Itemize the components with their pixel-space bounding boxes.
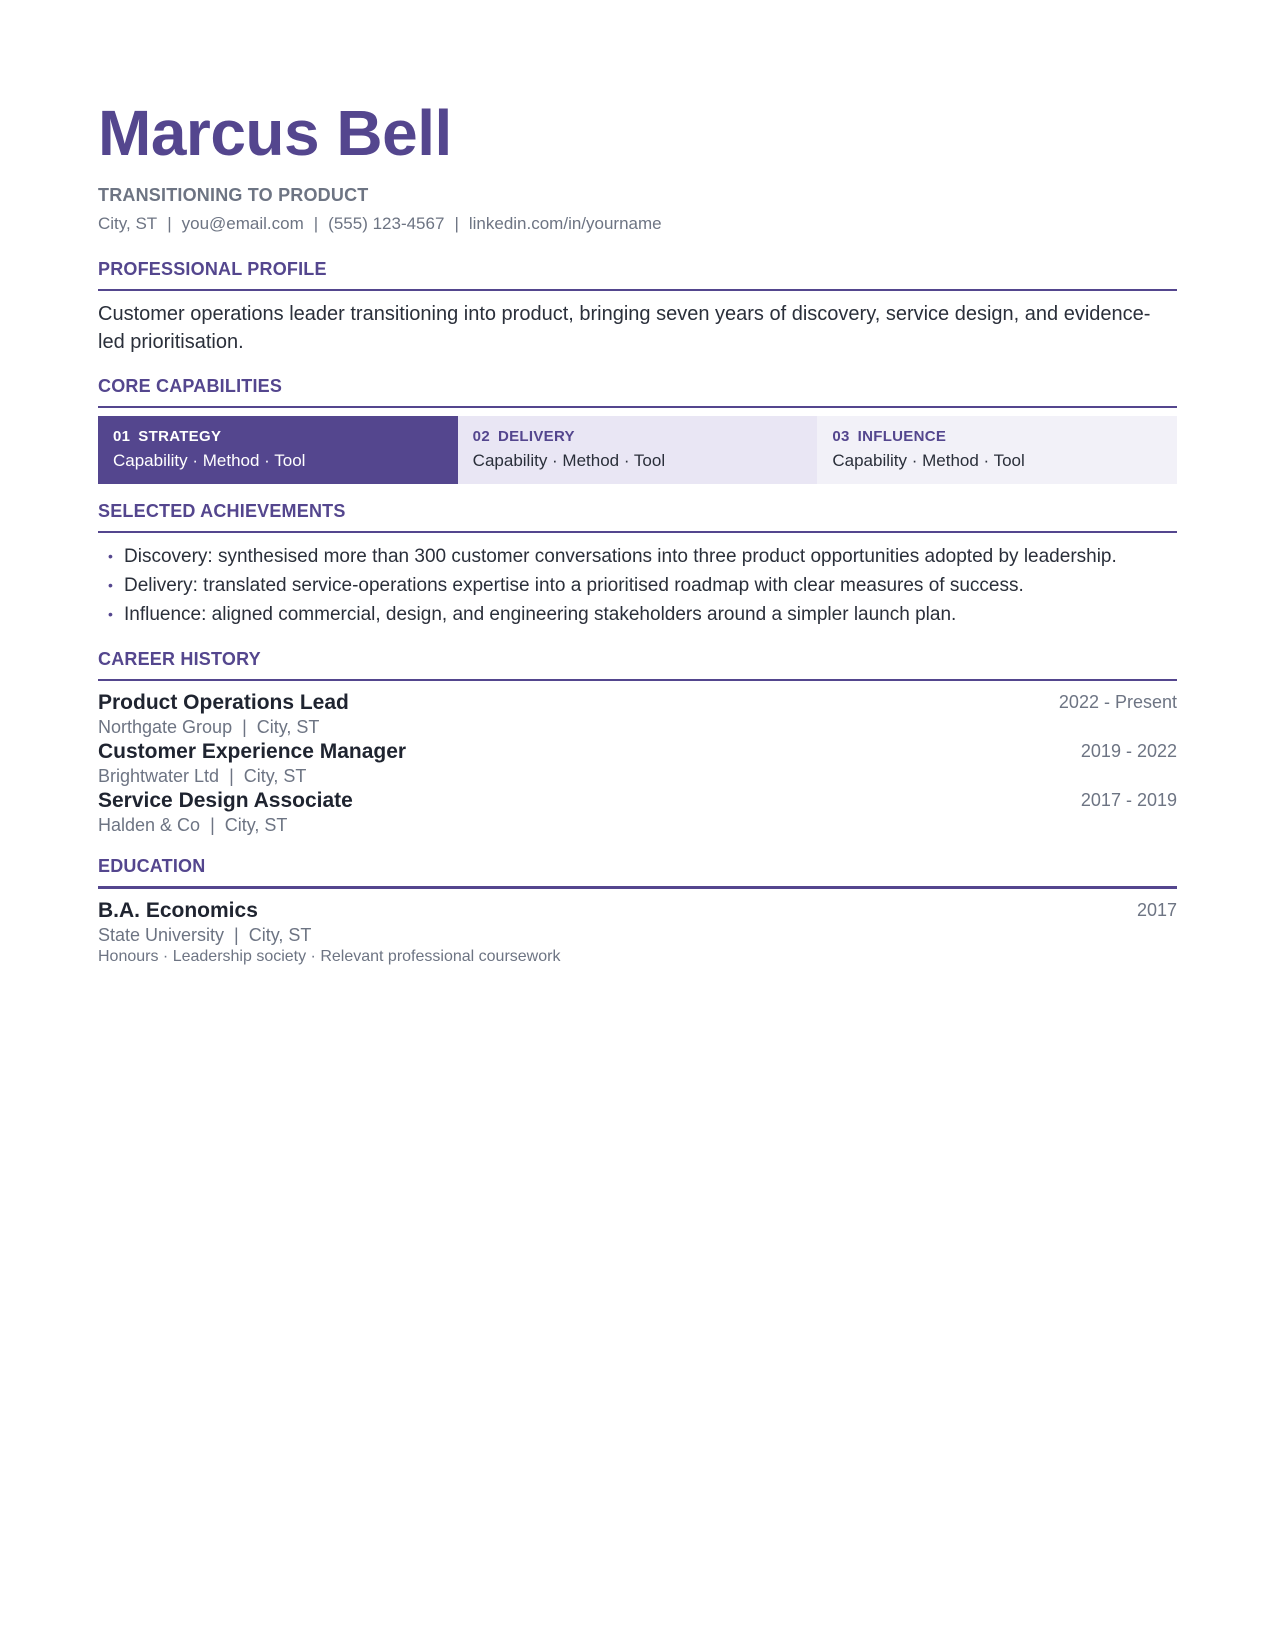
job-info bbox=[98, 690, 349, 738]
capability-title bbox=[832, 428, 1162, 445]
job-entry bbox=[98, 788, 1177, 836]
profile-text: Customer operations leader transitioning into product, bringing seven years of discovery, service design, and evidence-led prioritisation. bbox=[98, 303, 1151, 353]
job-info bbox=[98, 788, 353, 836]
job-company: Halden & Co bbox=[98, 815, 201, 835]
education-entry bbox=[98, 898, 1177, 968]
capability-title bbox=[113, 428, 443, 445]
contact-separator: | bbox=[313, 214, 319, 233]
school-line bbox=[98, 924, 560, 946]
job-info bbox=[98, 739, 406, 787]
job-title: Service Design Associate bbox=[98, 789, 353, 812]
separator: | bbox=[210, 815, 215, 835]
achievements-section bbox=[98, 501, 1177, 629]
job-dates: 2017 - 2019 bbox=[1080, 790, 1177, 810]
capability-label: DELIVERY bbox=[497, 428, 575, 445]
job-company: Brightwater Ltd bbox=[98, 766, 220, 786]
capability-title bbox=[473, 428, 803, 445]
capability-card-strategy bbox=[98, 416, 458, 484]
achievements-list bbox=[98, 542, 1177, 629]
achievement-text: Discovery: synthesised more than 300 customer conversations into three product opportunities adopted by leadership. bbox=[124, 546, 1117, 567]
bullet-icon: • bbox=[108, 577, 113, 593]
contact-phone: (555) 123-4567 bbox=[328, 214, 445, 233]
capability-number: 01 bbox=[113, 428, 131, 445]
headline: TRANSITIONING TO PRODUCT bbox=[98, 185, 369, 205]
school-name: State University bbox=[98, 925, 225, 945]
job-dates: 2022 - Present bbox=[1058, 692, 1177, 712]
profile-heading: PROFESSIONAL PROFILE bbox=[98, 259, 1177, 291]
job-location: City, ST bbox=[224, 815, 288, 835]
list-item bbox=[98, 542, 1177, 571]
separator: | bbox=[242, 717, 247, 737]
capability-card-influence bbox=[817, 416, 1177, 484]
contact-location: City, ST bbox=[98, 214, 158, 233]
achievements-heading: SELECTED ACHIEVEMENTS bbox=[98, 501, 1177, 533]
capabilities-row bbox=[98, 416, 1177, 484]
contact-email: you@email.com bbox=[181, 214, 304, 233]
contact-line bbox=[98, 214, 1177, 234]
job-location: City, ST bbox=[243, 766, 307, 786]
contact-separator: | bbox=[167, 214, 172, 233]
job-location: City, ST bbox=[256, 717, 320, 737]
achievement-text: Delivery: translated service-operations expertise into a prioritised roadmap with clear measures of success. bbox=[124, 575, 1024, 596]
job-dates: 2019 - 2022 bbox=[1080, 741, 1177, 761]
job-company-line bbox=[98, 814, 353, 836]
job-entry bbox=[98, 690, 1177, 738]
capability-number: 02 bbox=[472, 428, 490, 445]
capability-body: Capability · Method · Tool bbox=[113, 451, 306, 470]
capabilities-section bbox=[98, 376, 1177, 484]
bullet-icon: • bbox=[108, 606, 113, 622]
education-section bbox=[98, 856, 1177, 968]
education-info bbox=[98, 898, 560, 968]
profile-section bbox=[98, 259, 1177, 356]
capability-body: Capability · Method · Tool bbox=[472, 451, 666, 470]
career-heading: CAREER HISTORY bbox=[98, 649, 1177, 681]
job-title: Product Operations Lead bbox=[98, 691, 349, 714]
candidate-name: Marcus Bell bbox=[98, 97, 452, 169]
capability-label: INFLUENCE bbox=[857, 428, 947, 445]
separator: | bbox=[234, 925, 239, 945]
capabilities-heading: CORE CAPABILITIES bbox=[98, 376, 1177, 408]
capability-card-delivery bbox=[458, 416, 818, 484]
degree: B.A. Economics bbox=[98, 899, 258, 922]
contact-separator: | bbox=[454, 214, 459, 233]
job-list bbox=[98, 690, 1177, 836]
job-company-line bbox=[98, 765, 406, 787]
separator: | bbox=[229, 766, 234, 786]
bullet-icon: • bbox=[108, 548, 113, 564]
achievement-text: Influence: aligned commercial, design, and engineering stakeholders around a simpler launch plan. bbox=[124, 604, 957, 625]
education-details: Honours · Leadership society · Relevant professional coursework bbox=[98, 948, 561, 965]
list-item bbox=[98, 571, 1177, 600]
education-heading: EDUCATION bbox=[98, 856, 1177, 889]
capability-label: STRATEGY bbox=[138, 428, 222, 445]
job-company: Northgate Group bbox=[98, 717, 233, 737]
capability-number: 03 bbox=[832, 428, 850, 445]
job-entry bbox=[98, 739, 1177, 787]
job-company-line bbox=[98, 716, 349, 738]
graduation-year: 2017 bbox=[1136, 900, 1177, 920]
job-title: Customer Experience Manager bbox=[98, 740, 407, 763]
contact-linkedin: linkedin.com/in/yourname bbox=[468, 214, 662, 233]
career-section bbox=[98, 649, 1177, 836]
education-row bbox=[98, 898, 1177, 968]
list-item bbox=[98, 600, 1177, 629]
school-location: City, ST bbox=[248, 925, 312, 945]
capability-body: Capability · Method · Tool bbox=[832, 451, 1025, 470]
